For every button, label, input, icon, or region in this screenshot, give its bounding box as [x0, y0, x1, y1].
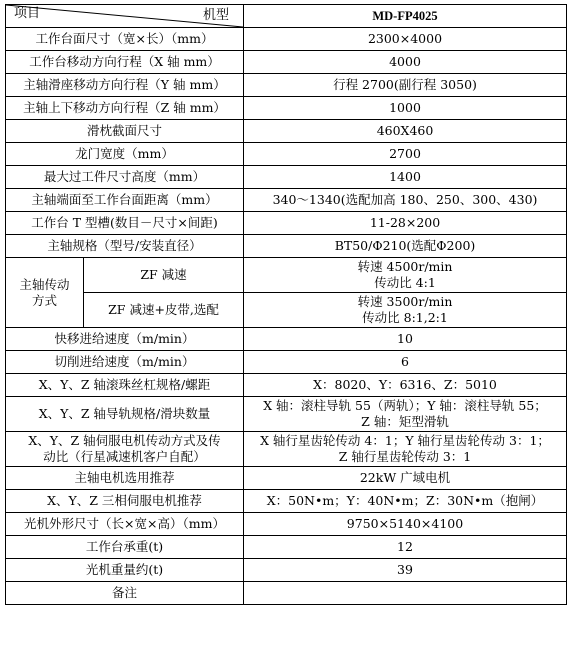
spindle-drive-group-label — [6, 258, 84, 328]
label-line: 动比（行星减速机客户自配） — [43, 449, 206, 464]
row-value: 10 — [244, 328, 567, 351]
row-value: X：50N•m；Y：40N•m；Z：30N•m（抱闸） — [244, 490, 567, 513]
value-line: Z 轴行星齿轮传动 3：1 — [338, 449, 472, 464]
row-label: 滑枕截面尺寸 — [6, 120, 244, 143]
table-row — [6, 432, 567, 467]
row-label: X、Y、Z 轴导轨规格/滑块数量 — [6, 397, 244, 432]
table-row — [6, 212, 567, 235]
table-row — [6, 166, 567, 189]
row-value: 4000 — [244, 51, 567, 74]
row-label: X、Y、Z 三相伺服电机推荐 — [6, 490, 244, 513]
header-row — [6, 5, 567, 28]
row-value: 行程 2700(副行程 3050) — [244, 74, 567, 97]
table-row — [6, 328, 567, 351]
spindle-drive-option: ZF 减速+皮带,选配 — [84, 293, 244, 328]
row-value: 11-28×200 — [244, 212, 567, 235]
table-row — [6, 374, 567, 397]
value-line: 传动比 4:1 — [374, 275, 436, 290]
spindle-drive-value — [244, 293, 567, 328]
row-value — [244, 397, 567, 432]
row-label: 工作台移动方向行程（X 轴 mm） — [6, 51, 244, 74]
table-row — [6, 143, 567, 166]
table-row — [6, 97, 567, 120]
table-row — [6, 189, 567, 212]
row-value — [244, 432, 567, 467]
table-row — [6, 293, 567, 328]
table-row — [6, 490, 567, 513]
table-row — [6, 51, 567, 74]
header-diagonal-cell — [6, 5, 244, 28]
row-label: 主轴端面至工作台面距离（mm） — [6, 189, 244, 212]
row-label: 主轴滑座移动方向行程（Y 轴 mm） — [6, 74, 244, 97]
group-label-line: 主轴传动 — [19, 276, 70, 292]
value-line: X 轴：滚柱导轨 55（两轨）；Y 轴：滚柱导轨 55； — [263, 398, 547, 413]
row-value — [244, 582, 567, 605]
row-label: 龙门宽度（mm） — [6, 143, 244, 166]
header-model-label: 机型 — [202, 8, 229, 23]
spindle-drive-value — [244, 258, 567, 293]
table-row — [6, 582, 567, 605]
value-line: 转速 3500r/min — [357, 294, 453, 309]
row-label: X、Y、Z 轴滚珠丝杠规格/螺距 — [6, 374, 244, 397]
row-label: 主轴上下移动方向行程（Z 轴 mm） — [6, 97, 244, 120]
row-value: 1000 — [244, 97, 567, 120]
row-value: 12 — [244, 536, 567, 559]
table-row — [6, 397, 567, 432]
row-label: 主轴规格（型号/安装直径） — [6, 235, 244, 258]
row-label: 工作台 T 型槽(数目－尺寸×间距) — [6, 212, 244, 235]
row-value: 460X460 — [244, 120, 567, 143]
spindle-drive-option: ZF 减速 — [84, 258, 244, 293]
table-row — [6, 536, 567, 559]
row-label: 工作台面尺寸（宽×长）（mm） — [6, 28, 244, 51]
table-row — [6, 559, 567, 582]
value-line: 传动比 8:1,2:1 — [362, 310, 448, 325]
table-row — [6, 258, 567, 293]
row-label: 工作台承重(t) — [6, 536, 244, 559]
table-row — [6, 235, 567, 258]
model-name: MD-FP4025 — [244, 5, 567, 28]
row-value: 1400 — [244, 166, 567, 189]
row-label: 主轴电机选用推荐 — [6, 467, 244, 490]
row-label: 最大过工件尺寸高度（mm） — [6, 166, 244, 189]
table-row — [6, 74, 567, 97]
label-line: X、Y、Z 轴伺服电机传动方式及传 — [28, 433, 221, 448]
table-row — [6, 351, 567, 374]
row-value: 340～1340(选配加高 180、250、300、430) — [244, 189, 567, 212]
row-value: X：8020、Y：6316、Z：5010 — [244, 374, 567, 397]
row-value: 9750×5140×4100 — [244, 513, 567, 536]
row-label: 备注 — [6, 582, 244, 605]
table-row — [6, 513, 567, 536]
row-value: 2300×4000 — [244, 28, 567, 51]
value-line: Z 轴：矩型滑轨 — [361, 414, 449, 429]
group-label-line: 方式 — [31, 292, 57, 308]
row-value: BT50/Φ210(选配Φ200) — [244, 235, 567, 258]
row-value: 2700 — [244, 143, 567, 166]
row-value: 6 — [244, 351, 567, 374]
row-value: 39 — [244, 559, 567, 582]
table-row — [6, 120, 567, 143]
value-line: X 轴行星齿轮传动 4：1；Y 轴行星齿轮传动 3：1； — [260, 433, 550, 448]
value-line: 转速 4500r/min — [357, 259, 453, 274]
row-label: 光机外形尺寸（长×宽×高）（mm） — [6, 513, 244, 536]
row-label: 光机重量约(t) — [6, 559, 244, 582]
table-row — [6, 28, 567, 51]
row-label: 快移进给速度（m/min） — [6, 328, 244, 351]
row-value: 22kW 广域电机 — [244, 467, 567, 490]
table-row — [6, 467, 567, 490]
row-label — [6, 432, 244, 467]
row-label: 切削进给速度（m/min） — [6, 351, 244, 374]
spec-table — [5, 4, 567, 605]
header-item-label: 项目 — [14, 6, 41, 21]
